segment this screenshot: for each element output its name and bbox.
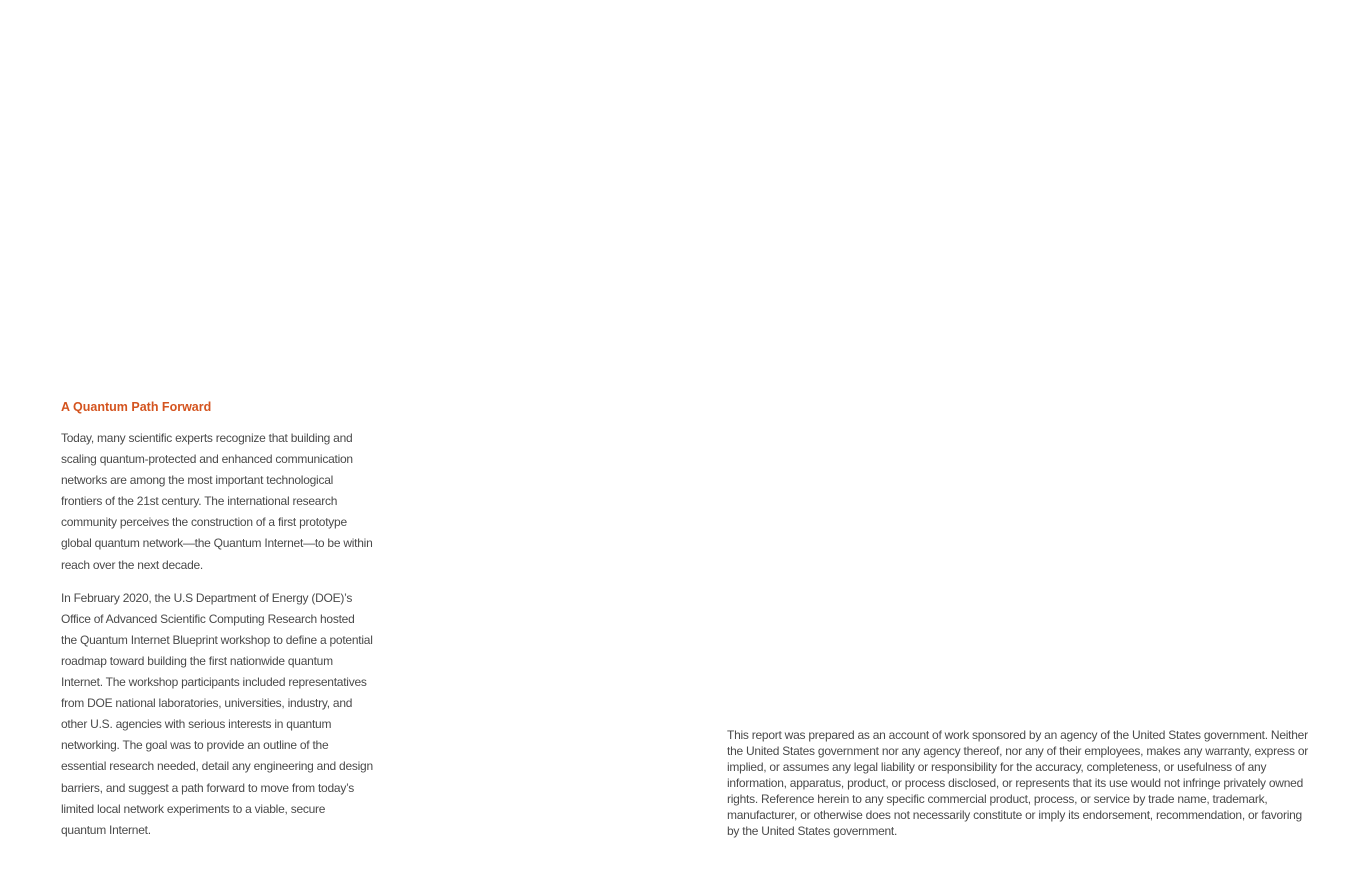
workshop-paragraph: In February 2020, the U.S Department of Energy (DOE)’s Office of Advanced Scientific Computing Research hosted the Quantum Internet Blueprint workshop to define a potential roadmap toward building the first nationwide quantum Internet. The workshop participants included representatives from DOE national laboratories, universities, industry, and other U.S. agencies with serious interests in quantum networking. The goal was to provide an outline of the essential research needed, detail any engineering and design barriers, and suggest a path forward to move from today’s limited local network experiments to a viable, secure quantum Internet.: [61, 590, 373, 837]
section-title: A Quantum Path Forward: [61, 400, 212, 414]
intro-section: [61, 398, 373, 853]
disclaimer-section: [727, 727, 1317, 839]
disclaimer-text: This report was prepared as an account of work sponsored by an agency of the United States government. Neither the United States government nor any agency thereof, nor any of their employees, makes any warranty, express or implied, or assumes any legal liability or responsibility for the accuracy, completeness, or usefulness of any information, apparatus, product, or process disclosed, or represents that its use would not infringe privately owned rights. Reference herein to any specific commercial product, process, or service by trade name, trademark, manufacturer, or otherwise does not necessarily constitute or imply its endorsement, recommendation, or favoring by the United States government.: [727, 728, 1309, 838]
intro-paragraph: Today, many scientific experts recognize that building and scaling quantum-protected and enhanced communication networks are among the most important technological frontiers of the 21st century. The international research community perceives the construction of a first prototype global quantum network—the Quantum Internet—to be within reach over the next decade.: [61, 431, 373, 572]
